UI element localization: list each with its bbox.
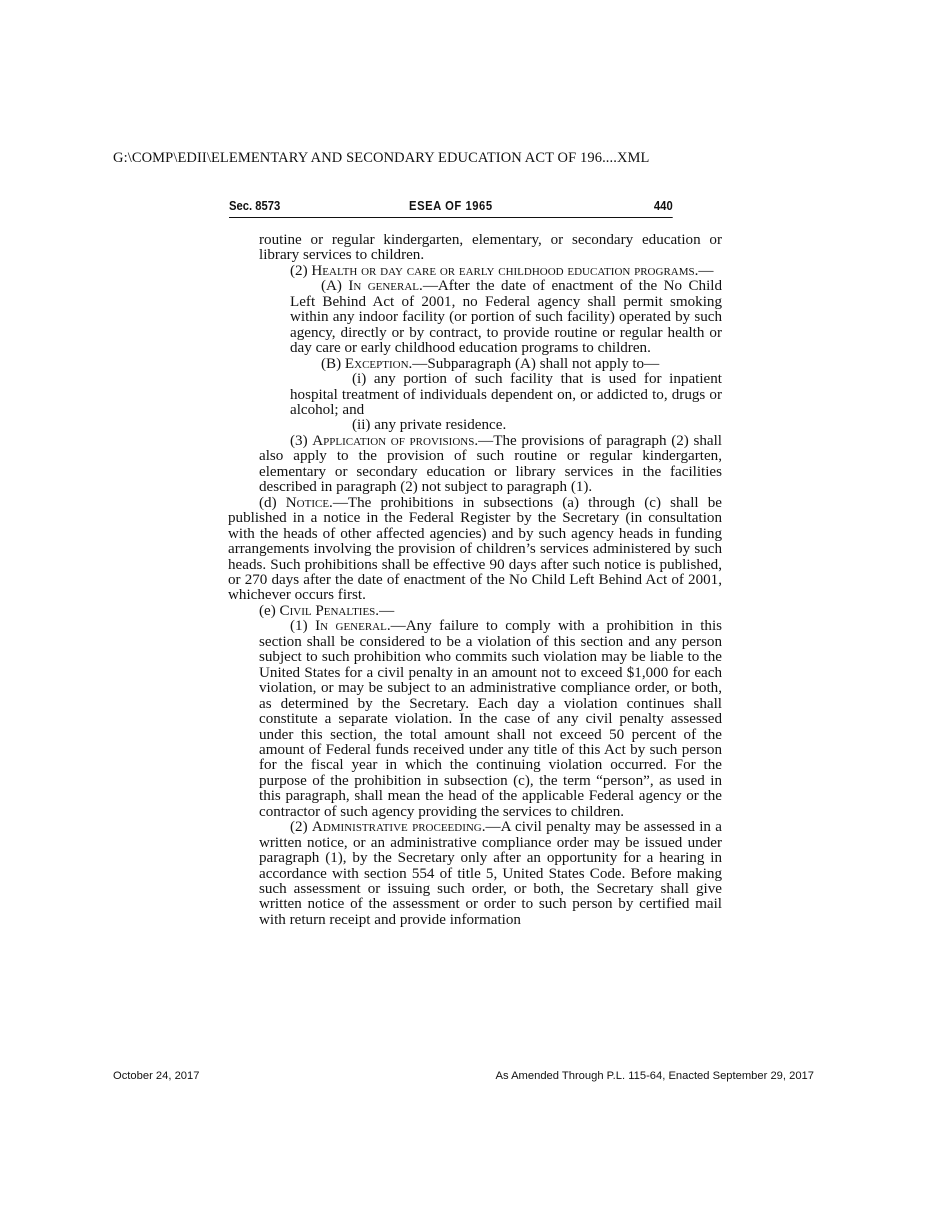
- para-num: (e): [259, 602, 280, 619]
- para-text: —The prohibitions in subsections (a) through (c) shall be published in a notice in the Federal Register by the Secretary (in consultation with the heads of other affected agencies) and by such agency heads in funding arrangements involving the provision of children’s services administered by such heads. Such prohibitions shall be effective 90 days after such notice is published, or 270 days after the date of enactment of the No Child Left Behind Act of 2001, whichever occurs first.: [228, 494, 723, 604]
- footer-date: October 24, 2017: [113, 1070, 200, 1082]
- para-num: (1): [290, 618, 316, 635]
- para-heading: Exception.: [344, 355, 413, 372]
- paragraph-e-1: [228, 619, 722, 820]
- clause-i: (i) any portion of such facility that is used for inpatient hospital treatment of individuals dependent on, or addicted to, drugs or alcohol; and: [290, 371, 722, 418]
- para-heading: Administrative proceeding.: [311, 819, 486, 836]
- page-number: 440: [653, 199, 673, 213]
- paragraph-2-heading: [228, 264, 722, 279]
- para-num: (3): [290, 432, 313, 449]
- para-heading: Civil Penalties.: [279, 602, 380, 619]
- file-path-header: G:\COMP\EDII\ELEMENTARY AND SECONDARY EDUCATION ACT OF 196....XML: [113, 150, 650, 166]
- paragraph-continuation: routine or regular kindergarten, elementary, or secondary education or library services to children.: [259, 232, 722, 264]
- subsection-e: [228, 604, 722, 619]
- para-num: (B): [321, 355, 345, 372]
- para-num: (2): [290, 262, 312, 279]
- para-text: —: [379, 602, 395, 619]
- para-heading: Notice.: [285, 494, 333, 511]
- para-num: (A): [321, 278, 349, 295]
- para-num: (2): [290, 819, 312, 836]
- subsection-d: [228, 496, 722, 604]
- para-heading: In general.: [315, 618, 391, 635]
- body-text: [228, 233, 722, 928]
- clause-ii: (ii) any private residence.: [352, 417, 507, 434]
- para-text: —A civil penalty may be assessed in a written notice, or an administrative compliance order may be issued under paragraph (1), by the Secretary only after an opportunity for a hearing in accordance with section 554 of title 5, United States Code. Before making such assessment or issuing such order, or both, the Secretary shall give written notice of the assessment or order to such person by certified mail with return receipt and provide information: [259, 819, 722, 928]
- para-text: —Subparagraph (A) shall not apply to—: [412, 355, 660, 372]
- para-heading: In general.: [348, 278, 423, 295]
- footer-amended-note: As Amended Through P.L. 115-64, Enacted September 29, 2017: [495, 1070, 814, 1082]
- para-num: (d): [259, 494, 286, 511]
- subparagraph-a: [228, 279, 722, 356]
- section-number: Sec. 8573: [229, 199, 281, 213]
- para-heading: Application of provisions.: [312, 432, 479, 449]
- running-head: [229, 199, 673, 218]
- subparagraph-b: [228, 357, 722, 372]
- para-text: —: [698, 262, 714, 279]
- paragraph-3: [228, 434, 722, 496]
- act-title: ESEA OF 1965: [409, 199, 493, 213]
- para-text: —Any failure to comply with a prohibition in this section shall be considered to be a violation of this section and any person subject to such prohibition who commits such violation may be liable to the United States for a civil penalty in an amount not to exceed $1,000 for each violation, or may be subject to an administrative compliance order, or both, as determined by the Secretary. Each day a violation continues shall constitute a separate violation. In the case of any civil penalty assessed under this section, the total amount shall not exceed 50 percent of the amount of Federal funds received under any title of this Act by such person for the fiscal year in which the continuing violation occurred. For the purpose of the prohibition in subsection (c), the term “person”, as used in this paragraph, shall mean the head of the applicable Federal agency or the contractor of such agency providing the services to children.: [259, 618, 723, 820]
- para-text: —After the date of enactment of the No Child Left Behind Act of 2001, no Federal agency shall permit smoking within any indoor facility (or portion of such facility) operated by such agency, directly or by contract, to provide routine or regular health or day care or early childhood education programs to children.: [290, 278, 723, 357]
- paragraph-e-2: [228, 820, 722, 928]
- para-heading: Health or day care or early childhood education programs.: [311, 262, 699, 279]
- para-text: —The provisions of paragraph (2) shall also apply to the provision of such routine or regular kindergarten, elementary or secondary education or library services in the facilities described in paragraph (2) not subject to paragraph (1).: [259, 432, 722, 496]
